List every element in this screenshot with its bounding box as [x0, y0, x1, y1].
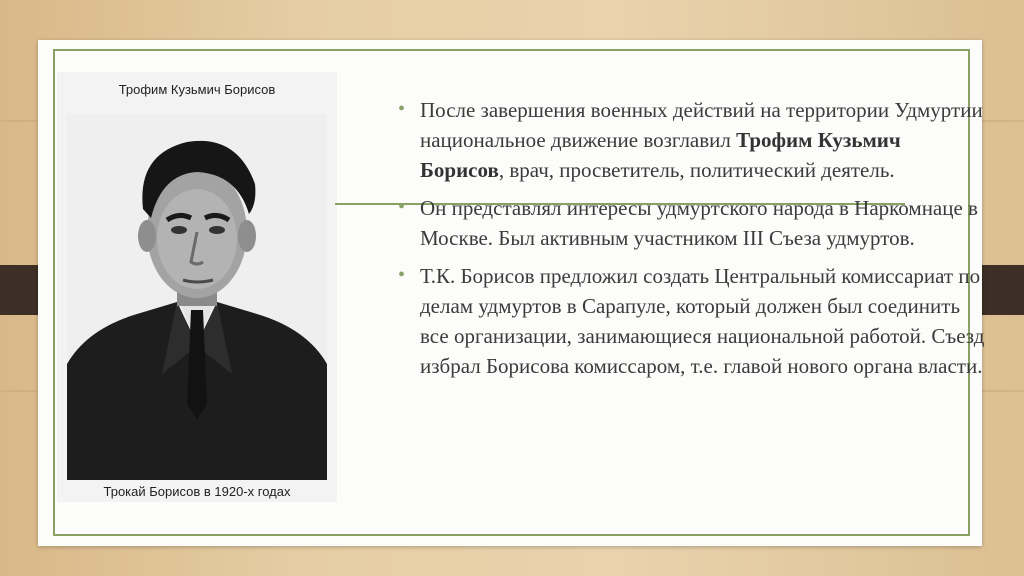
- portrait-title: Трофим Кузьмич Борисов: [118, 82, 276, 97]
- bullet-dot-icon: •: [398, 196, 406, 218]
- bullet-text-tail: , врач, просветитель, политический деятель.: [498, 158, 895, 182]
- bullet-text: Он представлял интересы удмуртского народа в Наркомнаце в Москве. Был активным участником III Съеза удмуртов.: [420, 196, 978, 250]
- bullet-item: [396, 193, 986, 253]
- bullet-dot-icon: •: [398, 264, 406, 286]
- portrait-image: [67, 114, 327, 480]
- slide: [38, 40, 985, 546]
- bullet-text: Т.К. Борисов предложил создать Центральный комиссариат по делам удмуртов в Сарапуле, который должен был соединить все организации, занимающиеся национальной работой. Съезд избрал Борисова комиссаром, т.е. главой нового органа власти.: [420, 264, 985, 378]
- portrait-caption: Трокай Борисов в 1920-х годах: [103, 484, 291, 499]
- bullet-bold-name: Трофим Кузьмич Борисов: [420, 128, 901, 182]
- bullet-item: [396, 95, 986, 185]
- portrait-photo: [67, 114, 327, 480]
- bullet-item: [396, 261, 986, 381]
- portrait-card: [57, 72, 337, 502]
- bullet-dot-icon: •: [398, 98, 406, 120]
- bullet-text: После завершения военных действий на территории Удмуртии национальное движение возглавил: [420, 98, 983, 152]
- bullet-list: [396, 95, 986, 389]
